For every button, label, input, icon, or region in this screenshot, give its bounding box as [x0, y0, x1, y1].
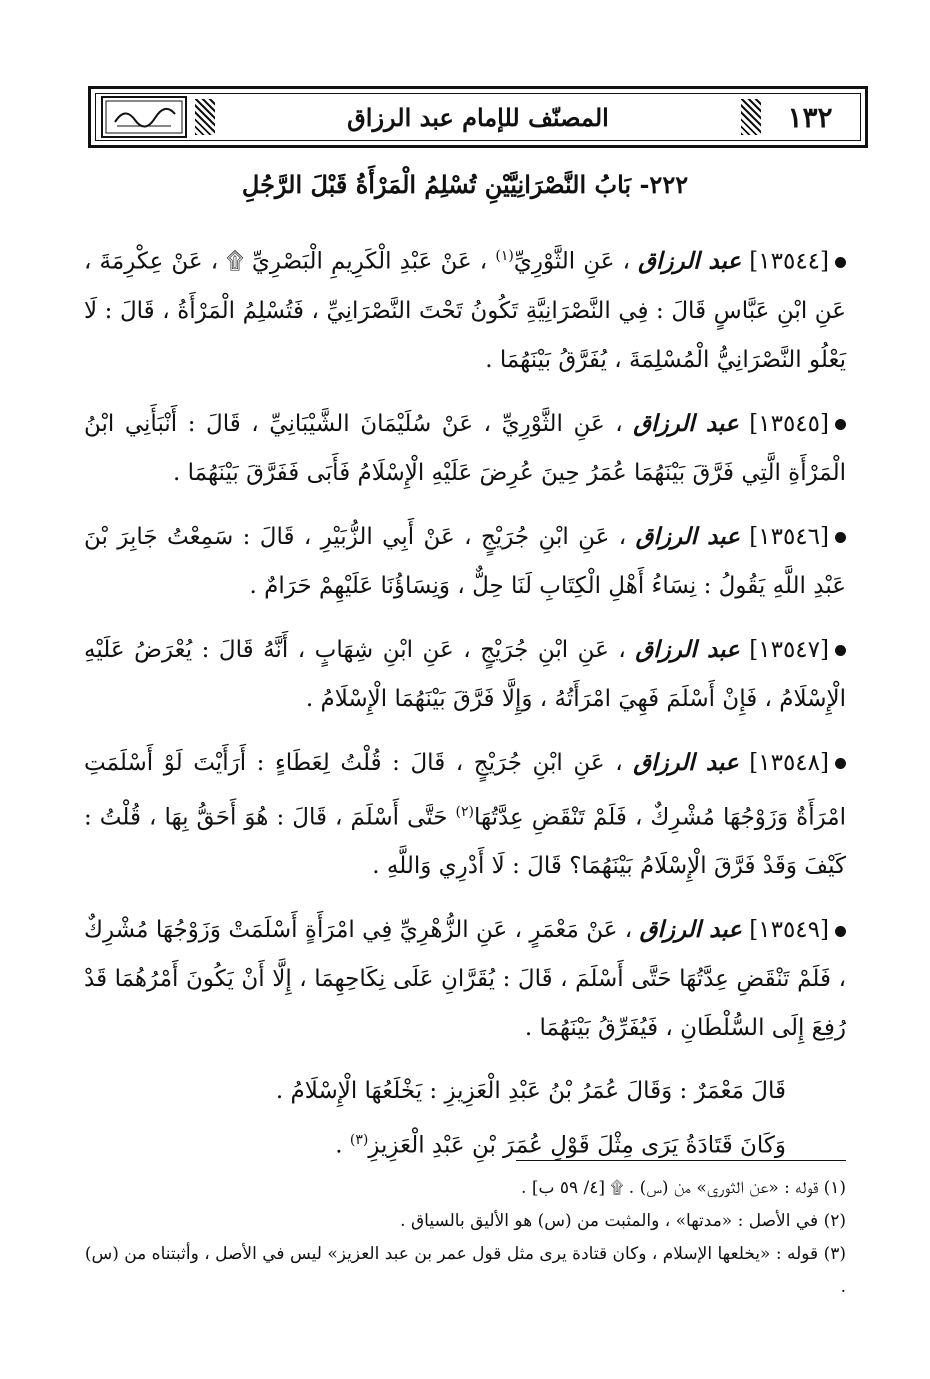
footnote-2: (٢) في الأصل : «مدتها» ، والمثبت من (س) هو الأليق بالسياق . — [400, 1211, 846, 1231]
hadith-text: ، عَنِ الثَّوْرِيِّ ، عَنْ سُلَيْمَانَ الشَّيْبَانِيِّ ، قَالَ : أَنْبَأَنِي ابْنُ الْمَرْأَةِ الَّتِي فَرَّقَ بَيْنَهُمَا عُمَرُ حِينَ عُرِضَ عَلَيْهِ الْإِسْلَامُ فَأَبَى فَفَرَّقَ بَيْنَهُمَا . — [84, 410, 846, 486]
hadith-text: ، عَنِ ابْنِ جُرَيْجٍ ، عَنِ ابْنِ شِهَابٍ ، أَنَّهُ قَالَ : يُعْرَضُ عَلَيْهِ الْإِسْلَامُ ، فَإِنْ أَسْلَمَ فَهِيَ امْرَأَتُهُ ، وَإِلَّا فَرَّقَ بَيْنَهُمَا الْإِسْلَامُ . — [84, 636, 846, 712]
chapter-title: ٢٢٢- بَابُ النَّصْرَانِيَّيْنِ تُسْلِمُ الْمَرْأَةُ قَبْلَ الرَّجُلِ — [241, 170, 689, 199]
hadith-text: حَتَّى أَسْلَمَ ، قَالَ : هُوَ أَحَقُّ بِهَا ، قُلْتُ : كَيْفَ وَقَدْ فَرَّقَ الْإِسْلَامُ بَيْنَهُمَا؟ قَالَ : لَا أَدْرِي وَاللَّهِ . — [84, 804, 846, 880]
commentary-text: وَكَانَ قَتَادَةُ يَرَى مِثْلَ قَوْلِ عُمَرَ بْنِ عَبْدِ الْعَزِيزِ — [368, 1132, 786, 1159]
narrator-name: عبد الرزاق — [638, 247, 742, 275]
narrator-name: عبد الرزاق — [633, 748, 739, 776]
running-title: المصنّف للإمام عبد الرزاق — [347, 102, 609, 132]
footnote-ref: (١) — [495, 248, 514, 264]
bullet-icon — [835, 758, 846, 769]
hadith-text: ، عَنْ عَبْدِ الْكَرِيمِ الْبَصْرِيِّ ۩ ، عَنْ عِكْرِمَةَ ، عَنِ ابْنِ عَبَّاسٍ قَالَ : فِي النَّصْرَانِيَّةِ تَكُونُ تَحْتَ النَّصْرَانِيِّ ، فَتُسْلِمُ الْمَرْأَةُ ، قَالَ : لَا يَعْلُو النَّصْرَانِيُّ الْمُسْلِمَةَ ، يُفَرَّقُ بَيْنَهُمَا . — [84, 248, 846, 373]
hadith-number: [١٣٥٤٧] — [749, 636, 829, 663]
bullet-icon — [835, 419, 846, 430]
narrator-name: عبد الرزاق — [635, 635, 740, 663]
hadith-13545 — [84, 399, 846, 498]
commentary-line — [84, 1116, 846, 1171]
bullet-icon — [835, 926, 846, 937]
footnote-1: (١) قوله : «عن الثوري» من (س) . ۩ [٤/ ٥٩ ب] . — [521, 1178, 846, 1198]
hadith-number: [١٣٥٤٤] — [749, 248, 830, 275]
narrator-name: عبد الرزاق — [639, 916, 742, 944]
hadith-13546 — [84, 512, 846, 611]
main-text — [84, 232, 846, 1171]
seal-logo — [99, 95, 189, 139]
footnote-ref: (٣) — [349, 1132, 369, 1149]
hadith-text: ، عَنِ ابْنِ جُرَيْجٍ ، عَنْ أَبِي الزُّبَيْرِ ، قَالَ : سَمِعْتُ جَابِرَ بْنَ عَبْدِ اللَّهِ يَقُولُ : نِسَاءُ أَهْلِ الْكِتَابِ لَنَا حِلٌّ ، وَنِسَاؤُنَا عَلَيْهِمْ حَرَامٌ . — [84, 523, 846, 599]
hadith-number: [١٣٥٤٦] — [749, 523, 829, 550]
hadith-number: [١٣٥٤٨] — [749, 749, 830, 776]
bullet-icon — [835, 532, 846, 543]
footnote-3: (٣) قوله : «يخلعها الإسلام ، وكان قتادة يرى مثل قول عمر بن عبد العزيز» ليس في الأصل ، وأثبتناه من (س) . — [84, 1244, 846, 1297]
page-header — [88, 86, 868, 148]
seal-icon — [101, 96, 187, 138]
footnote-divider — [516, 1160, 846, 1161]
footnote-ref: (٢) — [455, 803, 474, 820]
bullet-icon — [835, 645, 846, 656]
footnotes — [84, 1172, 846, 1304]
hadith-13549 — [84, 905, 846, 1053]
page-number: ١٣٢ — [787, 100, 833, 134]
hadith-text: ، عَنْ مَعْمَرٍ ، عَنِ الزُّهْرِيِّ فِي امْرَأَةٍ أَسْلَمَتْ وَزَوْجُهَا مُشْرِكٌ ، فَلَمْ تَنْقَضِ عِدَّتُهَا حَتَّى أَسْلَمَ ، قَالَ : يُقَرَّانِ عَلَى نِكَاحِهِمَا ، إِلَّا أَنْ يَكُونَ أَمْرُهُمَا قَدْ رُفِعَ إِلَى السُّلْطَانِ ، فَيُفَرِّقُ بَيْنَهُمَا . — [84, 917, 846, 1042]
commentary-tail: . — [335, 1132, 343, 1159]
hadith-13544 — [84, 232, 846, 385]
hadith-number: [١٣٥٤٩] — [749, 917, 830, 944]
hadith-number: [١٣٥٤٥] — [749, 410, 829, 437]
bullet-icon — [835, 257, 846, 268]
commentary-line — [84, 1067, 846, 1116]
hadith-13548 — [84, 738, 846, 892]
narrator-name: عبد الرزاق — [633, 409, 739, 437]
hadith-text: ، عَنِ الثَّوْرِيِّ — [513, 248, 631, 275]
narrator-name: عبد الرزاق — [635, 522, 740, 550]
ornament-left — [195, 99, 215, 135]
commentary-text: قَالَ مَعْمَرٌ : وَقَالَ عُمَرُ بْنُ عَبْدِ الْعَزِيزِ : يَخْلَعُهَا الْإِسْلَامُ . — [275, 1078, 786, 1105]
hadith-text: ، عَنِ ابْنِ جُرَيْجٍ ، قَالَ : قُلْتُ لِعَطَاءٍ : أَرَأَيْتَ لَوْ أَسْلَمَتِ امْرَأَةٌ وَزَوْجُهَا مُشْرِكٌ ، فَلَمْ تَنْقَضِ عِدَّتُهَا — [84, 749, 846, 831]
hadith-13547 — [84, 625, 846, 724]
